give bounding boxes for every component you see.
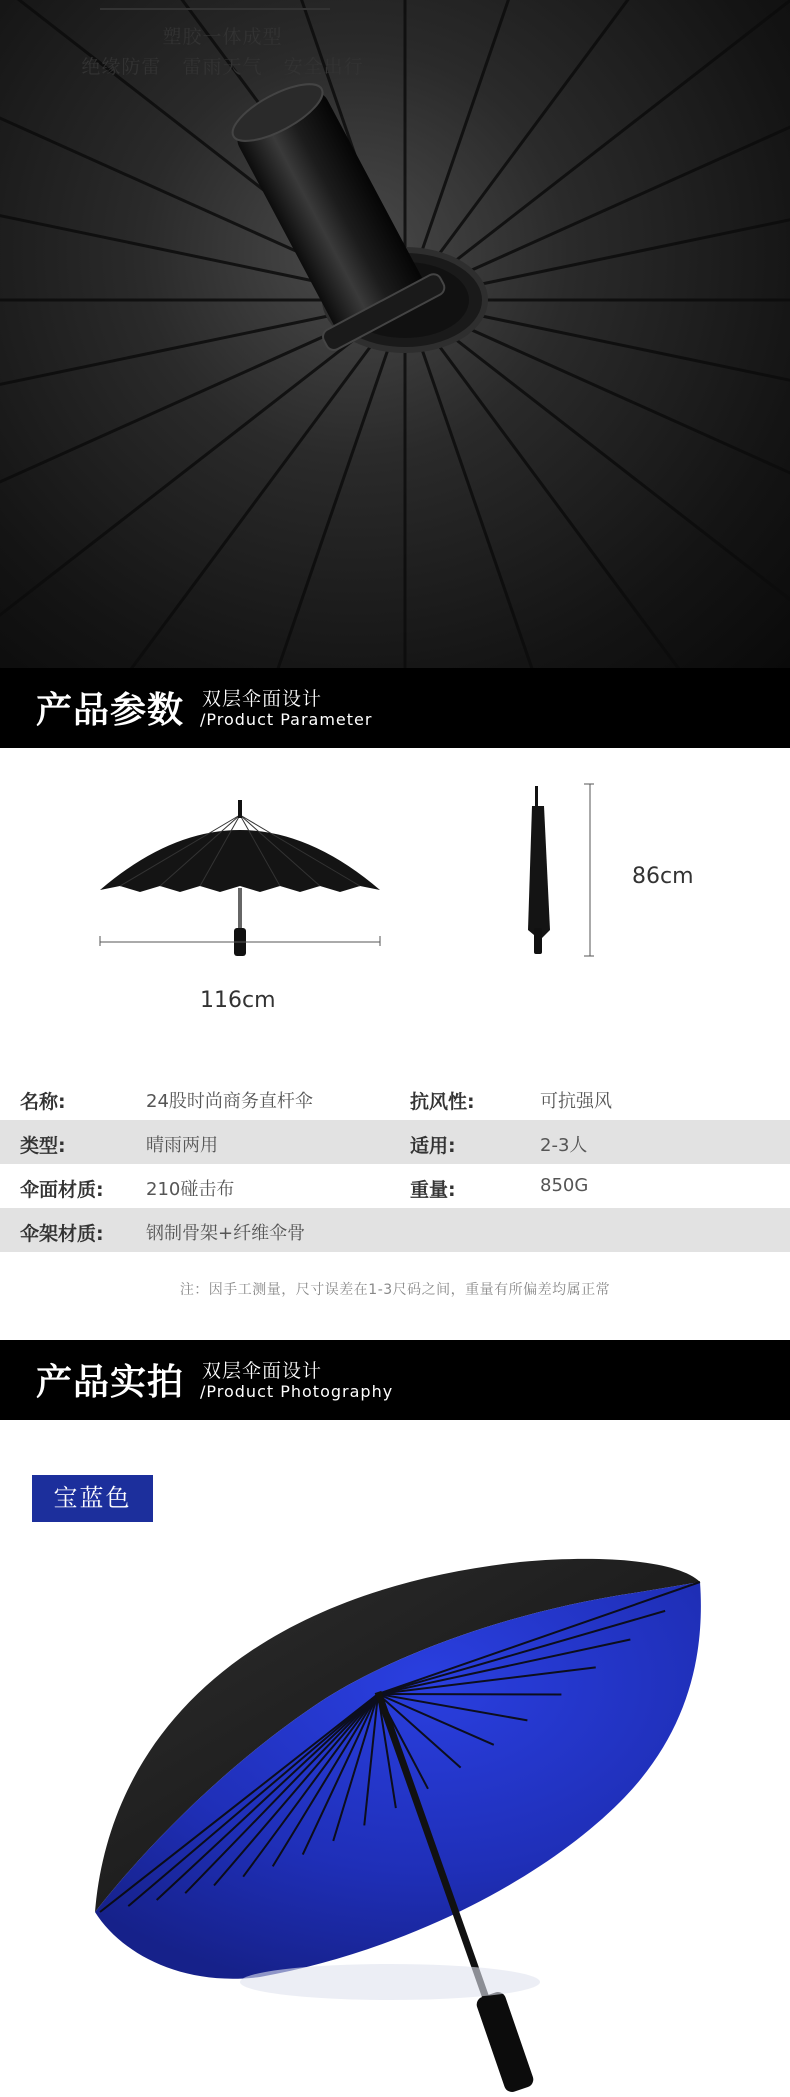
spec-value: 晴雨两用 bbox=[146, 1135, 218, 1156]
spec-key: 类型: bbox=[20, 1135, 66, 1157]
spec-value: 2-3人 bbox=[540, 1135, 588, 1156]
color-badge: 宝蓝色 bbox=[32, 1475, 153, 1522]
spec-row bbox=[0, 1120, 790, 1164]
closed-umbrella-drawing bbox=[480, 780, 600, 960]
measurement-note: 注：因手工测量，尺寸误差在1-3尺码之间，重量有所偏差均属正常 bbox=[179, 1282, 611, 1298]
spec-value: 钢制骨架+纤维伞骨 bbox=[146, 1223, 306, 1244]
photo-banner bbox=[0, 1340, 790, 1420]
photo-subtitle-cn: 双层伞面设计 bbox=[202, 1360, 323, 1382]
open-umbrella-photo bbox=[0, 1432, 790, 2097]
spec-key: 伞面材质: bbox=[20, 1179, 104, 1201]
height-label: 86cm bbox=[632, 864, 694, 889]
params-banner bbox=[0, 668, 790, 748]
spec-key: 抗风性: bbox=[410, 1091, 475, 1113]
spec-value: 210碰击布 bbox=[146, 1179, 235, 1200]
spec-row bbox=[0, 1076, 790, 1120]
spec-value: 850G bbox=[540, 1175, 589, 1196]
params-subtitle-en: /Product Parameter bbox=[200, 710, 373, 729]
umbrella-canopy-closeup bbox=[0, 0, 790, 668]
photo-subtitle-en: /Product Photography bbox=[200, 1382, 394, 1401]
photo-title: 产品实拍 bbox=[36, 1362, 185, 1403]
params-title: 产品参数 bbox=[36, 690, 185, 731]
hero-top-divider bbox=[100, 8, 330, 10]
hero-image bbox=[0, 0, 790, 668]
product-photo bbox=[0, 1432, 790, 2097]
hero-caption-2: 绝缘防雷 雷雨天气 安全出行 bbox=[81, 56, 364, 78]
spec-key: 适用: bbox=[410, 1135, 456, 1157]
spec-key: 伞架材质: bbox=[20, 1223, 104, 1245]
dimension-diagram bbox=[0, 748, 790, 1048]
spec-row bbox=[0, 1164, 790, 1208]
spec-row bbox=[0, 1208, 790, 1252]
hero-caption-1: 塑胶一体成型 bbox=[162, 26, 283, 48]
spec-key: 重量: bbox=[410, 1179, 456, 1201]
spec-key: 名称: bbox=[20, 1091, 66, 1113]
open-umbrella-drawing bbox=[90, 780, 390, 960]
width-label: 116cm bbox=[200, 988, 276, 1013]
spec-value: 可抗强风 bbox=[540, 1091, 612, 1112]
spec-value: 24股时尚商务直杆伞 bbox=[146, 1091, 313, 1112]
params-subtitle-cn: 双层伞面设计 bbox=[202, 688, 323, 710]
